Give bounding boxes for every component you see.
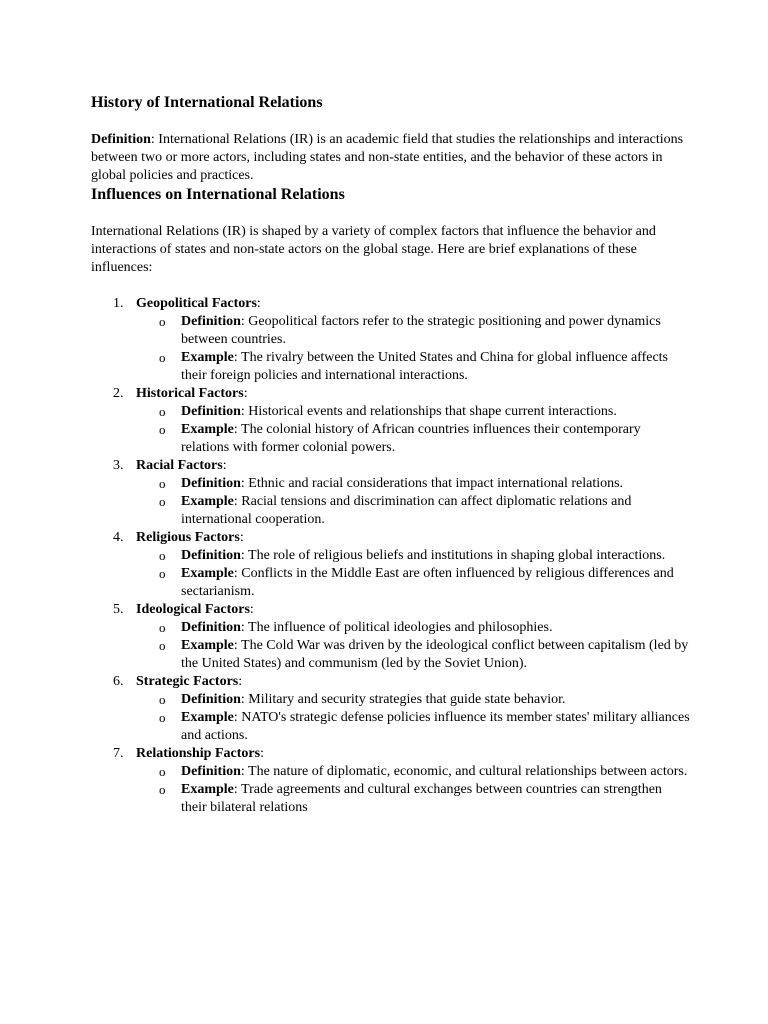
bullet-icon: o <box>159 314 166 329</box>
factor-item: 1. Geopolitical Factors: o Definition: Geopolitical factors refer to the strategic positioning and power dynamics between countries. o Example: The rivalry between the United States and China for global influence affects their foreign policies and international interactions. <box>91 295 691 385</box>
document-page <box>91 93 691 817</box>
example-item <box>136 637 691 673</box>
ir-definition-paragraph <box>91 131 691 185</box>
factor-name: Historical Factors <box>136 386 244 401</box>
example-text: : The rivalry between the United States and China for global influence affects their foreign policies and international interactions. <box>181 350 669 383</box>
factor-name: Religious Factors <box>136 530 240 545</box>
definition-label: Definition <box>181 692 241 707</box>
factor-details <box>136 619 691 673</box>
definition-text: : International Relations (IR) is an academic field that studies the relationships and interactions between two or more actors, including states and non-state entities, and the behavior of these actors in global policies and practices. <box>91 132 684 183</box>
definition-item <box>136 313 691 349</box>
factor-details <box>136 547 691 601</box>
factor-item: 4. Religious Factors: o Definition: The role of religious beliefs and institutions in shaping global interactions. o Example: Conflicts in the Middle East are often influenced by religious differences and sectarianism. <box>91 529 691 601</box>
factor-number: 6. <box>113 674 124 689</box>
factor-item: 2. Historical Factors: o Definition: Historical events and relationships that shape current interactions. o Example: The colonial history of African countries influences their contemporary relations with former colonial powers. <box>91 385 691 457</box>
bullet-icon: o <box>159 404 166 419</box>
definition-item <box>136 547 691 565</box>
bullet-icon: o <box>159 620 166 635</box>
factor-number: 1. <box>113 296 124 311</box>
bullet-icon: o <box>159 638 166 653</box>
example-item <box>136 781 691 817</box>
definition-item <box>136 403 691 421</box>
bullet-icon: o <box>159 782 166 797</box>
definition-label: Definition <box>181 548 241 563</box>
bullet-icon: o <box>159 494 166 509</box>
example-text: : Trade agreements and cultural exchanges between countries can strengthen their bilateral relations <box>181 782 662 815</box>
definition-label: Definition <box>181 620 241 635</box>
definition-item <box>136 763 691 781</box>
example-label: Example <box>181 566 234 581</box>
definition-label: Definition <box>181 476 241 491</box>
definition-item <box>136 475 691 493</box>
example-item <box>136 709 691 745</box>
factor-item: 3. Racial Factors: o Definition: Ethnic and racial considerations that impact international relations. o Example: Racial tensions and discrimination can affect diplomatic relations and international cooperation. <box>91 457 691 529</box>
definition-text: : Military and security strategies that guide state behavior. <box>240 692 566 707</box>
example-label: Example <box>181 638 234 653</box>
history-title: History of International Relations <box>91 94 323 111</box>
factor-number: 7. <box>113 746 124 761</box>
factor-details <box>136 763 691 817</box>
bullet-icon: o <box>159 476 166 491</box>
factor-details <box>136 691 691 745</box>
bullet-icon: o <box>159 350 166 365</box>
bullet-icon: o <box>159 764 166 779</box>
definition-label: Definition <box>181 764 241 779</box>
factor-number: 3. <box>113 458 124 473</box>
definition-text: : Historical events and relationships that shape current interactions. <box>240 404 617 419</box>
factors-list <box>91 295 691 817</box>
example-label: Example <box>181 782 234 797</box>
factor-name: Strategic Factors <box>136 674 239 689</box>
factor-name: Ideological Factors <box>136 602 250 617</box>
influences-title: Influences on International Relations <box>91 186 345 203</box>
definition-text: : Geopolitical factors refer to the strategic positioning and power dynamics between countries. <box>181 314 661 347</box>
example-text: : Racial tensions and discrimination can affect diplomatic relations and international cooperation. <box>181 494 632 527</box>
factor-number: 4. <box>113 530 124 545</box>
factor-details <box>136 475 691 529</box>
example-item <box>136 565 691 601</box>
example-text: : Conflicts in the Middle East are often influenced by religious differences and sectarianism. <box>181 566 674 599</box>
factor-name: Relationship Factors <box>136 746 261 761</box>
factor-details <box>136 403 691 457</box>
factor-number: 5. <box>113 602 124 617</box>
definition-text: : The role of religious beliefs and institutions in shaping global interactions. <box>240 548 666 563</box>
definition-label: Definition <box>181 404 241 419</box>
factor-item: 7. Relationship Factors: o Definition: The nature of diplomatic, economic, and cultural relationships between actors. o Example: Trade agreements and cultural exchanges between countries can strengthen their bilateral relations <box>91 745 691 817</box>
example-label: Example <box>181 350 234 365</box>
definition-text: : The influence of political ideologies and philosophies. <box>240 620 553 635</box>
influences-intro-paragraph: International Relations (IR) is shaped by a variety of complex factors that influence the behavior and interactions of states and non-state actors on the global stage. Here are brief explanations of these influences: <box>91 224 656 275</box>
example-label: Example <box>181 422 234 437</box>
example-text: : NATO's strategic defense policies influence its member states' military alliances and actions. <box>181 710 690 743</box>
definition-text: : Ethnic and racial considerations that impact international relations. <box>240 476 624 491</box>
factor-name: Racial Factors <box>136 458 223 473</box>
example-item <box>136 421 691 457</box>
bullet-icon: o <box>159 548 166 563</box>
bullet-icon: o <box>159 710 166 725</box>
bullet-icon: o <box>159 692 166 707</box>
example-text: : The Cold War was driven by the ideological conflict between capitalism (led by the United States) and communism (led by the Soviet Union). <box>181 638 689 671</box>
example-label: Example <box>181 710 234 725</box>
example-text: : The colonial history of African countries influences their contemporary relations with former colonial powers. <box>181 422 641 455</box>
factor-number: 2. <box>113 386 124 401</box>
factor-name: Geopolitical Factors <box>136 296 257 311</box>
example-label: Example <box>181 494 234 509</box>
bullet-icon: o <box>159 422 166 437</box>
factor-item: 6. Strategic Factors: o Definition: Military and security strategies that guide state behavior. o Example: NATO's strategic defense policies influence its member states' military alliances and actions. <box>113 674 690 743</box>
factor-details <box>136 313 691 385</box>
factor-item: 5. Ideological Factors: o Definition: The influence of political ideologies and philosophies. o Example: The Cold War was driven by the ideological conflict between capitalism (led by the United States) and communism (led by the Soviet Union). <box>91 601 691 673</box>
definition-text: : The nature of diplomatic, economic, and cultural relationships between actors. <box>240 764 688 779</box>
definition-label: Definition <box>181 314 241 329</box>
definition-item <box>136 619 691 637</box>
bullet-icon: o <box>159 566 166 581</box>
example-item <box>136 493 691 529</box>
definition-label: Definition <box>91 132 151 147</box>
example-item <box>136 349 691 385</box>
definition-item <box>136 691 691 709</box>
